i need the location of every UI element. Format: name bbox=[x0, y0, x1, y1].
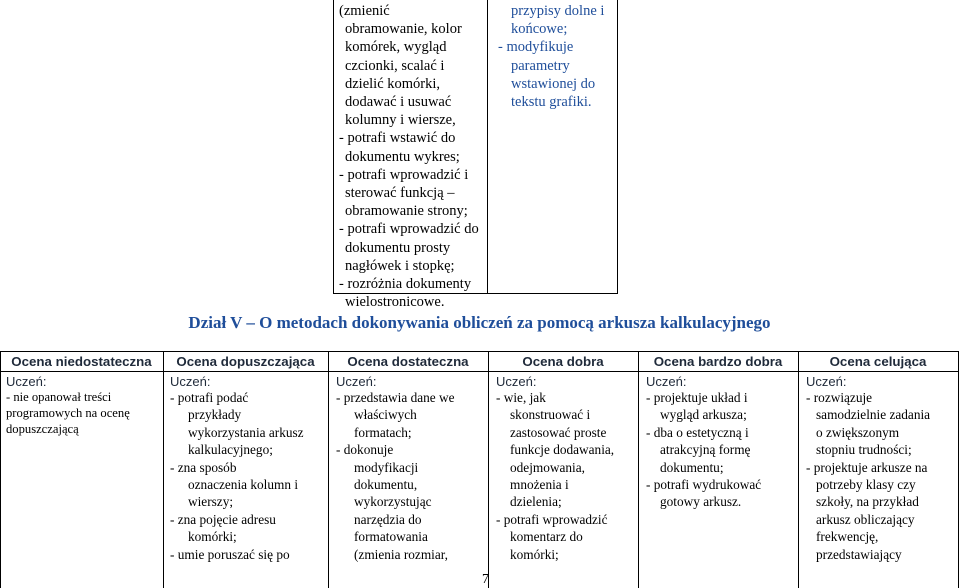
student-label: Uczeń: bbox=[646, 374, 687, 389]
text-line: samodzielnie zadania bbox=[816, 407, 931, 423]
text-line: - potrafi wprowadzić bbox=[496, 511, 608, 527]
text-line: wykorzystując bbox=[354, 494, 432, 510]
text-line: dokumentu prosty bbox=[345, 239, 451, 256]
table-rule bbox=[328, 351, 329, 588]
text-line: zastosować proste bbox=[510, 424, 607, 440]
text-line: sterować funkcją – bbox=[345, 185, 455, 202]
text-line: - rozwiązuje bbox=[806, 390, 873, 405]
text-line: narzędzia do bbox=[354, 511, 422, 527]
text-line: dzielić komórki, bbox=[345, 75, 441, 92]
grade-header-cell: Ocena dostateczna bbox=[347, 354, 469, 369]
text-line: kalkulacyjnego; bbox=[188, 442, 273, 458]
grade-column-bardzo-dobra bbox=[646, 374, 796, 511]
text-line: wstawionej do bbox=[511, 75, 596, 92]
text-line: obramowanie, kolor bbox=[345, 21, 462, 38]
text-line: szkoły, na przykład bbox=[816, 494, 919, 510]
text-line: frekwencję, bbox=[816, 529, 879, 545]
text-line: (zmienia rozmiar, bbox=[354, 546, 448, 562]
text-line: przedstawiający bbox=[816, 546, 902, 562]
page-number: 7 bbox=[482, 572, 489, 587]
grade-column-dopuszczajaca bbox=[170, 374, 326, 563]
grade-header-cell: Ocena dopuszczająca bbox=[176, 354, 315, 369]
text-line: przypisy dolne i bbox=[511, 3, 605, 19]
text-line: komentarz do bbox=[510, 529, 583, 545]
text-line: - potrafi wstawić do bbox=[339, 130, 456, 147]
text-line: - umie poruszać się po bbox=[170, 546, 290, 562]
text-line: - dokonuje bbox=[336, 442, 394, 458]
text-line: - zna sposób bbox=[170, 459, 237, 475]
text-line: odejmowania, bbox=[510, 459, 585, 475]
text-line: - nie opanował treści bbox=[6, 390, 112, 404]
text-line: - potrafi wydrukować bbox=[646, 477, 762, 493]
section-heading: Dział V – O metodach dokonywania obliczeń za pomocą arkusza kalkulacyjnego bbox=[188, 313, 771, 332]
table-rule bbox=[0, 351, 1, 588]
text-line: wygląd arkusza; bbox=[660, 407, 747, 423]
text-line: - potrafi wprowadzić i bbox=[339, 166, 469, 183]
text-line: funkcje dodawania, bbox=[510, 442, 615, 458]
text-line: czcionki, scalać i bbox=[345, 57, 445, 74]
table-rule bbox=[638, 351, 639, 588]
text-line: obramowanie strony; bbox=[345, 203, 468, 220]
text-line: gotowy arkusz. bbox=[660, 494, 742, 510]
text-line: (zmienić bbox=[339, 3, 390, 19]
text-line: formatach; bbox=[354, 424, 412, 440]
grade-column-dobra bbox=[496, 374, 636, 563]
text-line: formatowania bbox=[354, 529, 428, 545]
text-line: stopniu trudności; bbox=[816, 442, 912, 458]
grade-header-row bbox=[0, 352, 959, 371]
text-line: dokumentu; bbox=[660, 459, 724, 475]
text-line: skonstruować i bbox=[510, 407, 591, 423]
text-line: wielostronicowe. bbox=[345, 294, 445, 311]
text-line: dokumentu wykres; bbox=[345, 148, 460, 165]
text-line: dokumentu, bbox=[354, 477, 418, 493]
text-line: dodawać i usuwać bbox=[345, 94, 452, 111]
text-line: komórki; bbox=[510, 546, 559, 562]
top-right-text bbox=[498, 2, 604, 111]
text-line: tekstu grafiki. bbox=[511, 94, 592, 111]
text-line: arkusz obliczający bbox=[816, 511, 915, 527]
text-line: - potrafi wprowadzić do bbox=[339, 221, 479, 238]
text-line: - rozróżnia dokumenty bbox=[339, 276, 472, 293]
text-line: - potrafi podać bbox=[170, 390, 249, 405]
text-line: o zwiększonym bbox=[816, 424, 900, 440]
text-line: modyfikacji bbox=[354, 459, 419, 475]
text-line: potrzeby klasy czy bbox=[816, 477, 916, 493]
text-line: - dba o estetyczną i bbox=[646, 424, 749, 440]
grade-header-cell: Ocena niedostateczna bbox=[11, 354, 152, 369]
text-line: dopuszczającą bbox=[6, 422, 79, 436]
text-line: wykorzystania arkusz bbox=[188, 424, 304, 440]
text-line: wierszy; bbox=[188, 494, 234, 510]
table-rule bbox=[163, 351, 164, 588]
text-line: - projektuje układ i bbox=[646, 390, 748, 405]
text-line: nagłówek i stopkę; bbox=[345, 257, 455, 274]
grade-column-niedostateczna bbox=[6, 374, 161, 437]
text-line: parametry bbox=[511, 57, 570, 74]
text-line: mnożenia i bbox=[510, 477, 569, 493]
table-rule bbox=[798, 351, 799, 588]
grade-header-cell: Ocena dobra bbox=[522, 354, 604, 369]
student-label: Uczeń: bbox=[496, 374, 537, 389]
text-line: - zna pojęcie adresu bbox=[170, 511, 276, 527]
text-line: końcowe; bbox=[511, 21, 568, 38]
text-line: dzielenia; bbox=[510, 494, 562, 510]
table-rule bbox=[488, 351, 489, 588]
student-label: Uczeń: bbox=[6, 374, 47, 389]
text-line: komórki; bbox=[188, 529, 237, 545]
grade-header-cell: Ocena bardzo dobra bbox=[653, 354, 783, 369]
top-left-text bbox=[339, 2, 479, 311]
text-line: programowych na ocenę bbox=[6, 406, 130, 420]
student-label: Uczeń: bbox=[170, 374, 211, 389]
text-line: kolumny i wiersze, bbox=[345, 112, 456, 129]
text-line: - przedstawia dane we bbox=[336, 390, 455, 405]
table-rule bbox=[0, 371, 959, 372]
grade-column-celujaca bbox=[806, 374, 956, 563]
text-line: właściwych bbox=[354, 407, 417, 423]
text-line: atrakcyjną formę bbox=[660, 442, 751, 458]
student-label: Uczeń: bbox=[806, 374, 847, 389]
grade-column-dostateczna bbox=[336, 374, 486, 563]
text-line: - projektuje arkusze na bbox=[806, 459, 928, 475]
text-line: komórek, wygląd bbox=[345, 39, 447, 56]
student-label: Uczeń: bbox=[336, 374, 377, 389]
grade-header-cell: Ocena celująca bbox=[829, 354, 927, 369]
text-line: - wie, jak bbox=[496, 390, 546, 405]
text-line: przykłady bbox=[188, 407, 242, 423]
text-line: oznaczenia kolumn i bbox=[188, 477, 299, 493]
text-line: - modyfikuje bbox=[498, 39, 574, 56]
